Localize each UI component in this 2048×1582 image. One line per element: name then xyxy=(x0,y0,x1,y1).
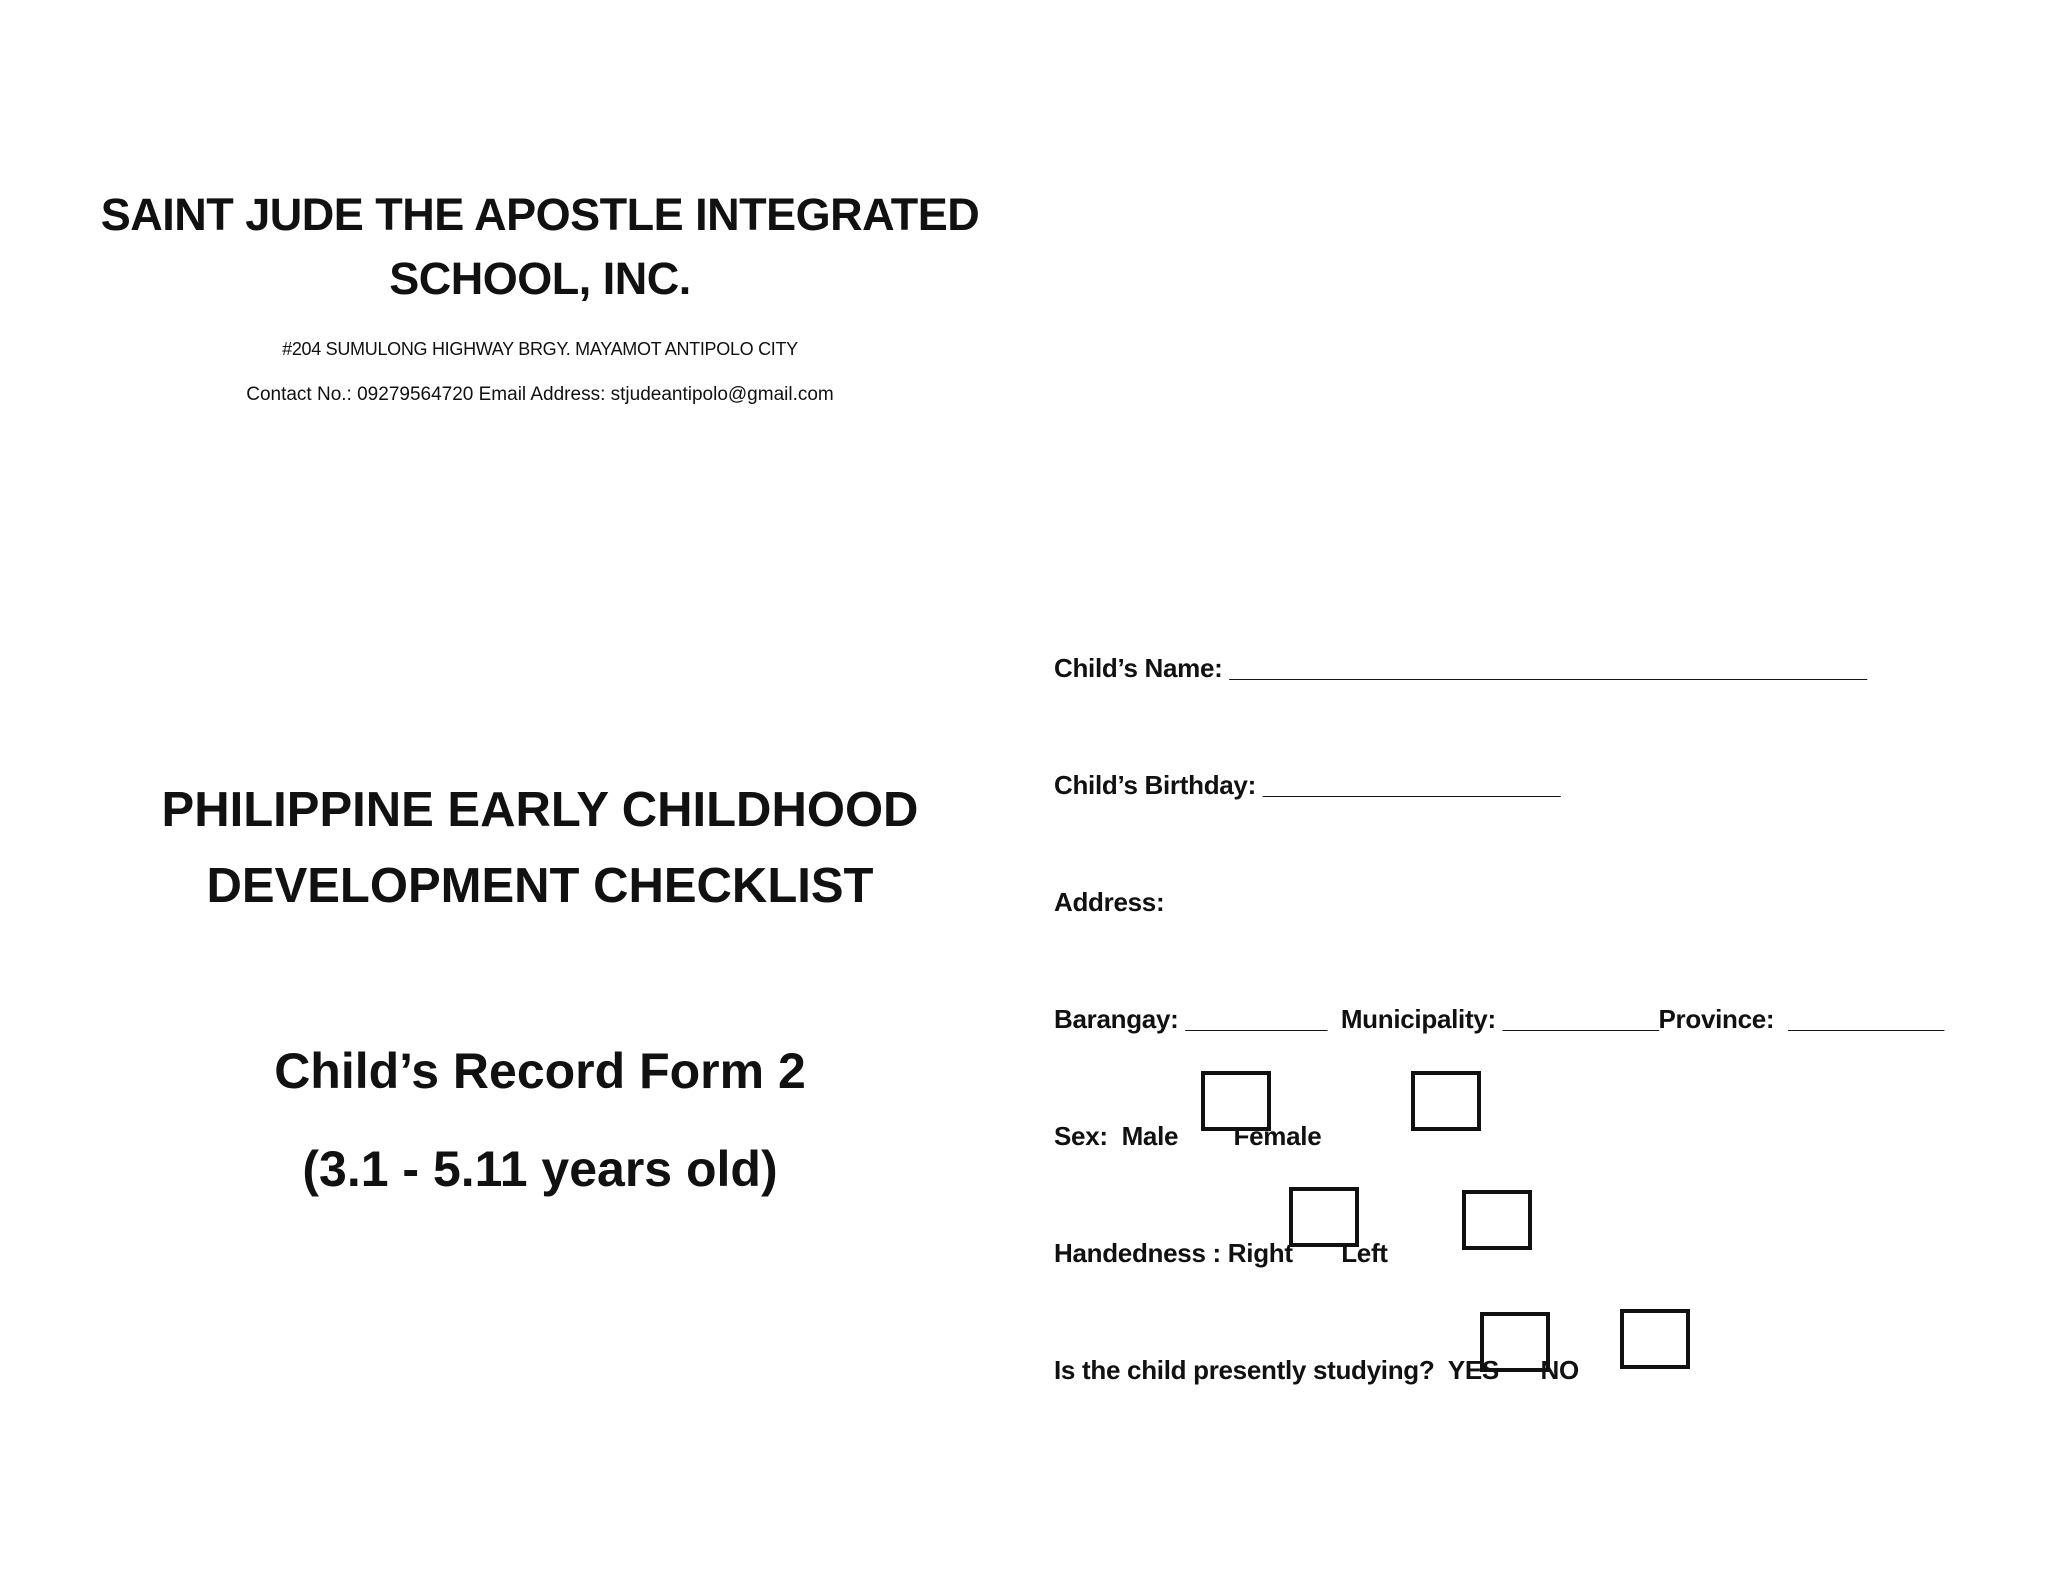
school-name: SAINT JUDE THE APOSTLE INTEGRATED SCHOOL, INC. xyxy=(100,189,980,304)
studying-yes-checkbox[interactable] xyxy=(1480,1312,1550,1372)
studying-no-checkbox[interactable] xyxy=(1620,1309,1690,1369)
checklist-title: PHILIPPINE EARLY CHILDHOOD DEVELOPMENT CHECKLIST xyxy=(161,783,919,913)
studying-label: Is the child presently studying? YES NO xyxy=(1054,1355,1579,1385)
school-contact: Contact No.: 09279564720 Email Address: stjudeantipolo@gmail.com xyxy=(246,384,834,405)
handedness-label: Handedness : Right Left xyxy=(1054,1238,1388,1268)
sex-female-checkbox[interactable] xyxy=(1411,1071,1481,1131)
form-title: Child’s Record Form 2 xyxy=(274,1043,806,1099)
childs-birthday-field[interactable]: Child’s Birthday: _____________________ xyxy=(1054,770,1561,800)
sex-male-checkbox[interactable] xyxy=(1201,1071,1271,1131)
handedness-right-checkbox[interactable] xyxy=(1289,1187,1359,1247)
address-label: Address: xyxy=(1054,887,1165,917)
childs-name-field[interactable]: Child’s Name: _____________________________________________ xyxy=(1054,653,1867,683)
age-range: (3.1 - 5.11 years old) xyxy=(302,1141,778,1197)
handedness-left-checkbox[interactable] xyxy=(1462,1190,1532,1250)
school-address: #204 SUMULONG HIGHWAY BRGY. MAYAMOT ANTIPOLO CITY xyxy=(282,339,798,359)
sex-label: Sex: Male Female xyxy=(1054,1121,1322,1151)
location-fields[interactable]: Barangay: __________ Municipality: ___________Province: ___________ xyxy=(1054,1004,1944,1034)
